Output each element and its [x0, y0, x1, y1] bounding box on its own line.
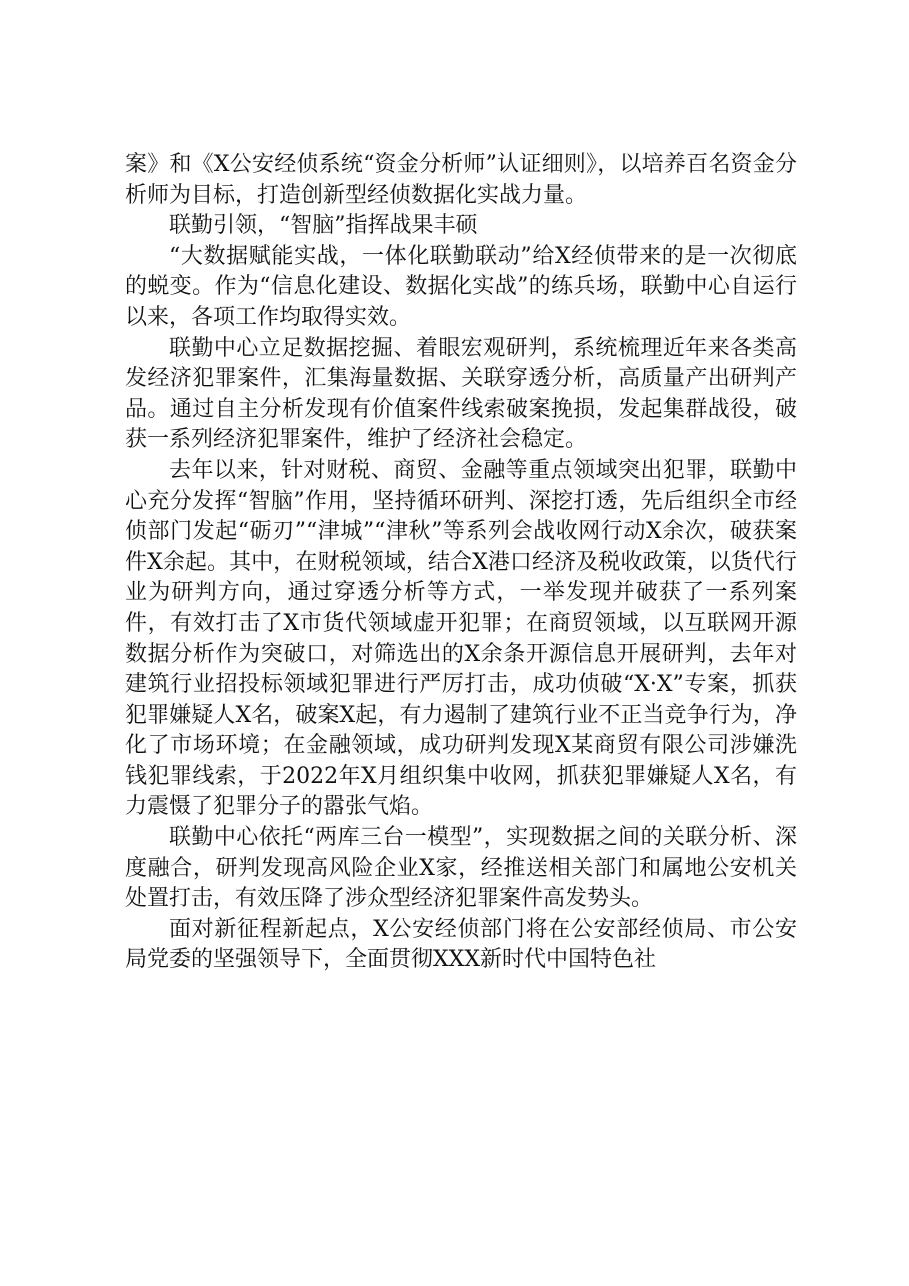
- paragraph-continuation: 案》和《X公安经侦系统“资金分析师”认证细则》，以培养百名资金分析师为目标，打造创新型经侦数据化实战力量。: [125, 152, 797, 208]
- paragraph: 联勤中心依托“两库三台一模型”，实现数据之间的关联分析、深度融合，研判发现高风险企业X家，经推送相关部门和属地公安机关处置打击，有效压降了涉众型经济犯罪案件高发势头。: [125, 825, 797, 912]
- paragraph: “大数据赋能实战，一体化联勤联动”给X经侦带来的是一次彻底的蜕变。作为“信息化建设、数据化实战”的练兵场，联勤中心自运行以来，各项工作均取得实效。: [125, 243, 797, 330]
- paragraph: 联勤中心立足数据挖掘、着眼宏观研判，系统梳理近年来各类高发经济犯罪案件，汇集海量数据、关联穿透分析，高质量产出研判产品。通过自主分析发现有价值案件线索破案挽损，发起集群战役，破获一系列经济犯罪案件，维护了经济社会稳定。: [125, 335, 797, 453]
- paragraph-truncated: 面对新征程新起点，X公安经侦部门将在公安部经侦局、市公安局党委的坚强领导下，全面贯彻XXX新时代中国特色社: [125, 916, 797, 973]
- paragraph: 去年以来，针对财税、商贸、金融等重点领域突出犯罪，联勤中心充分发挥“智脑”作用，坚持循环研判、深挖打透，先后组织全市经侦部门发起“砺刃”“津城”“津秋”等系列会战收网行动X余次，破获案件X余起。其中，在财税领域，结合X港口经济及税收政策，以货代行业为研判方向，通过穿透分析等方式，一举发现并破获了一系列案件，有效打击了X市货代领域虚开犯罪；在商贸领域，以互联网开源数据分析作为突破口，对筛选出的X余条开源信息开展研判，去年对建筑行业招投标领域犯罪进行严厉打击，成功侦破“X·X”专案，抓获犯罪嫌疑人X名，破案X起，有力遏制了建筑行业不正当竞争行为，净化了市场环境；在金融领域，成功研判发现X某商贸有限公司涉嫌洗钱犯罪线索，于2022年X月组织集中收网，抓获犯罪嫌疑人X名，有力震慑了犯罪分子的嚣张气焰。: [125, 457, 797, 820]
- section-heading: 联勤引领，“智脑”指挥战果丰硕: [169, 213, 478, 239]
- document-body: [125, 150, 797, 976]
